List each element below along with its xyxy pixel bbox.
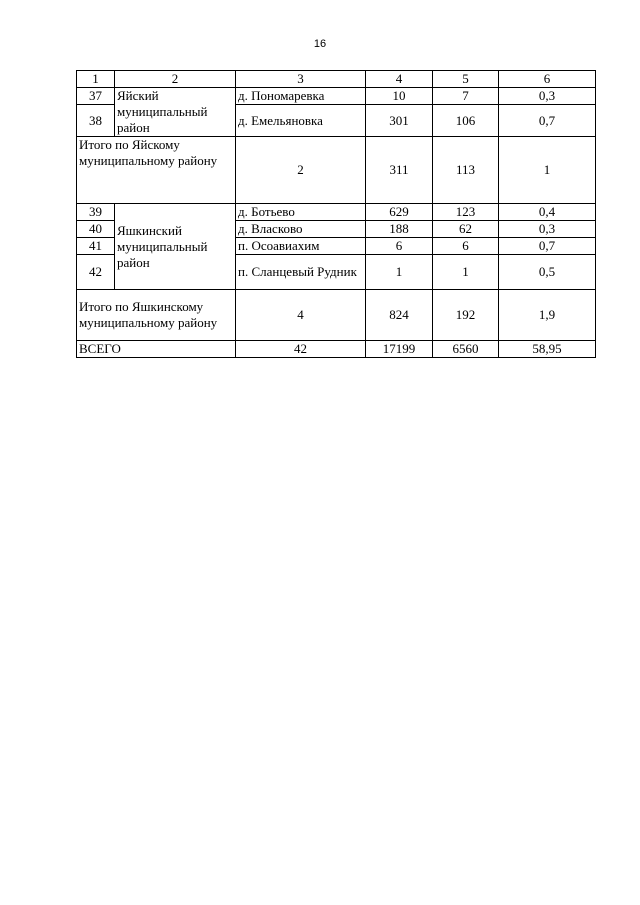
value-cell: 10 <box>366 88 433 105</box>
settlement-name: д. Власково <box>236 221 366 238</box>
settlement-name: п. Осоавиахим <box>236 238 366 255</box>
settlements-table <box>76 70 596 358</box>
value-cell: 42 <box>236 341 366 358</box>
grand-total-label: ВСЕГО <box>77 341 236 358</box>
total-label: Итого по Яйскому муниципальному району <box>77 137 236 204</box>
district-name: Яйский муниципальный район <box>115 88 236 137</box>
header-cell: 5 <box>433 71 499 88</box>
row-number: 37 <box>77 88 115 105</box>
value-cell: 123 <box>433 204 499 221</box>
table-row <box>77 204 596 221</box>
value-cell: 0,5 <box>499 255 596 290</box>
settlement-name: д. Емельяновка <box>236 105 366 137</box>
header-cell: 3 <box>236 71 366 88</box>
row-number: 40 <box>77 221 115 238</box>
value-cell: 62 <box>433 221 499 238</box>
settlement-name: п. Сланцевый Рудник <box>236 255 366 290</box>
value-cell: 7 <box>433 88 499 105</box>
value-cell: 0,3 <box>499 221 596 238</box>
value-cell: 6560 <box>433 341 499 358</box>
value-cell: 0,3 <box>499 88 596 105</box>
value-cell: 4 <box>236 290 366 341</box>
value-cell: 1 <box>499 137 596 204</box>
value-cell: 2 <box>236 137 366 204</box>
header-cell: 2 <box>115 71 236 88</box>
value-cell: 0,4 <box>499 204 596 221</box>
settlement-name: д. Пономаревка <box>236 88 366 105</box>
value-cell: 188 <box>366 221 433 238</box>
value-cell: 17199 <box>366 341 433 358</box>
page-number: 16 <box>313 38 327 50</box>
settlement-name: д. Ботьево <box>236 204 366 221</box>
district-name: Яшкинский муниципальный район <box>115 204 236 290</box>
value-cell: 0,7 <box>499 105 596 137</box>
value-cell: 301 <box>366 105 433 137</box>
grand-total-row <box>77 341 596 358</box>
value-cell: 1,9 <box>499 290 596 341</box>
value-cell: 0,7 <box>499 238 596 255</box>
value-cell: 311 <box>366 137 433 204</box>
value-cell: 58,95 <box>499 341 596 358</box>
header-cell: 6 <box>499 71 596 88</box>
value-cell: 629 <box>366 204 433 221</box>
row-number: 42 <box>77 255 115 290</box>
district-total-row <box>77 290 596 341</box>
value-cell: 1 <box>366 255 433 290</box>
value-cell: 6 <box>366 238 433 255</box>
table-row <box>77 88 596 105</box>
row-number: 39 <box>77 204 115 221</box>
value-cell: 113 <box>433 137 499 204</box>
row-number: 38 <box>77 105 115 137</box>
district-total-row <box>77 137 596 204</box>
value-cell: 824 <box>366 290 433 341</box>
header-cell: 1 <box>77 71 115 88</box>
value-cell: 106 <box>433 105 499 137</box>
header-cell: 4 <box>366 71 433 88</box>
row-number: 41 <box>77 238 115 255</box>
total-label: Итого по Яшкинскому муниципальному району <box>77 290 236 341</box>
value-cell: 1 <box>433 255 499 290</box>
value-cell: 6 <box>433 238 499 255</box>
table-header-row <box>77 71 596 88</box>
value-cell: 192 <box>433 290 499 341</box>
